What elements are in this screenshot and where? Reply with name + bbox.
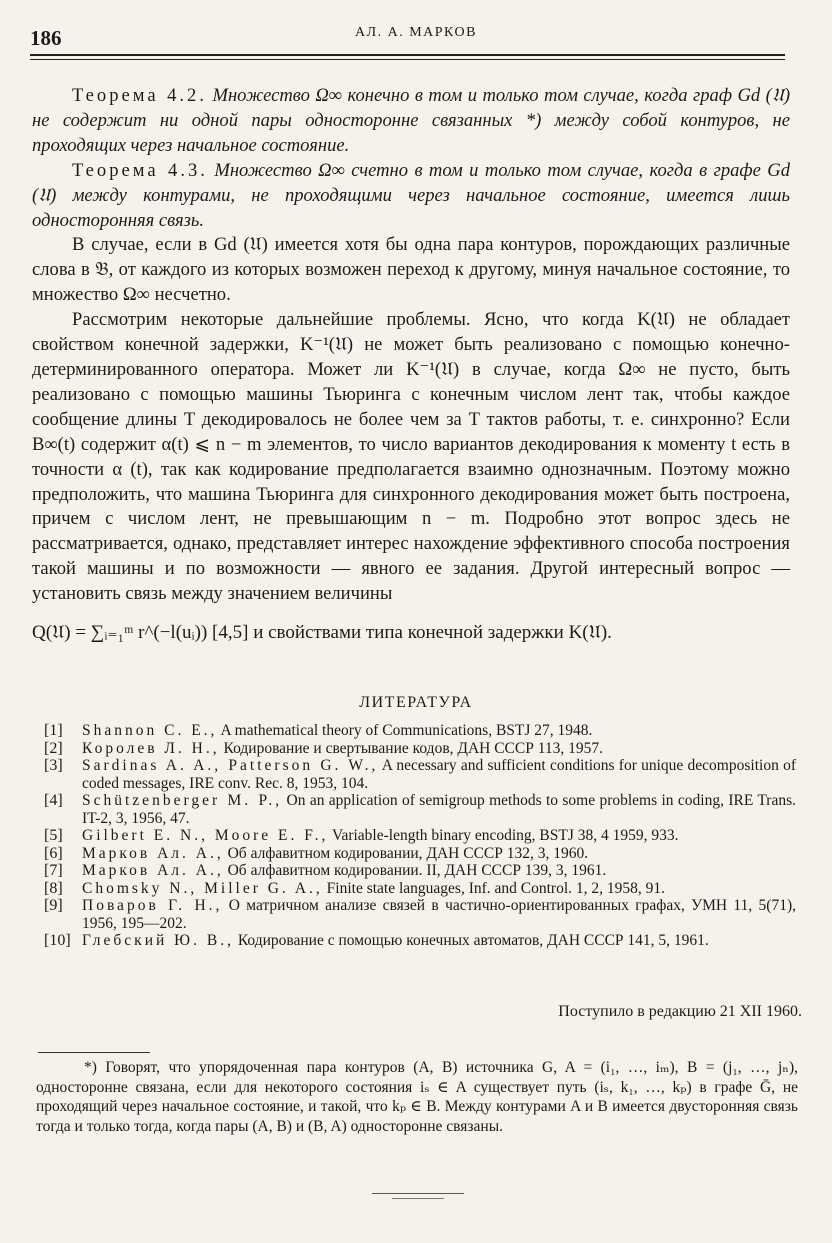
- reference-author: Поваров Г. Н.,: [82, 897, 223, 914]
- reference-author: Schützenberger M. P.,: [82, 792, 283, 809]
- reference-number: [7]: [44, 862, 63, 879]
- paragraph: В случае, если в Gd (𝔘) имеется хотя бы одна пара контуров, порождающих различные слова в 𝔅, от каждого из которых возможен переход к другому, минуя начальное состояние, то множество Ω∞ несчетно.: [32, 234, 790, 306]
- paragraph: Рассмотрим некоторые дальнейшие проблемы. Ясно, что когда K(𝔘) не обладает свойством конечной задержки, K⁻¹(𝔘) не может быть реализовано с помощью конечно-детерминированного оператора. Может ли K⁻¹(𝔘) в случае, когда Ω∞ не пусто, быть реализовано с помощью машины Тьюринга с конечным числом лент так, чтобы каждое сообщение длины T декодировалось не более чем за T тактов работы, т. е. синхронно? Если B∞(t) содержит α(t) ⩽ n − m элементов, то число вариантов декодирования к моменту t есть в точности α (t), так как кодирование предполагается взаимно однозначным. Поэтому можно предположить, что машина Тьюринга для синхронного декодирования может быть построена, причем с числом лент, не превышающим n − m. Подробно этот вопрос здесь не рассматривается, однако, представляет интерес нахождение эффективного способа построения такой машины и по возможности — явного ее задания. Другой интересный вопрос — установить связь между значением величины: [32, 309, 790, 605]
- end-rule-short: [392, 1198, 444, 1199]
- reference-number: [6]: [44, 844, 63, 862]
- theorem-label: Теорема 4.2.: [72, 85, 207, 106]
- reference-text: [82, 757, 796, 792]
- header-rule: [30, 54, 785, 56]
- reference-title: A necessary and sufficient conditions for unique decomposition of coded messages, IRE conv. Rec. 8, 1953, 104.: [82, 757, 796, 792]
- reference-item: [44, 845, 796, 863]
- received-date: Поступило в редакцию 21 XII 1960.: [558, 1003, 802, 1020]
- reference-item: [44, 792, 796, 827]
- reference-text: [82, 880, 796, 898]
- reference-author: Марков Ал. А.,: [82, 844, 224, 862]
- reference-title: A mathematical theory of Communications, BSTJ 27, 1948.: [217, 722, 593, 739]
- end-rule: [372, 1193, 464, 1194]
- reference-author: Shannon C. E.,: [82, 722, 218, 739]
- reference-author: Chomsky N., Miller G. A.,: [82, 879, 323, 897]
- reference-item: [44, 897, 796, 932]
- reference-author: Gilbert E. N., Moore E. F.,: [82, 827, 329, 844]
- reference-title: Finite state languages, Inf. and Control. 1, 2, 1958, 91.: [322, 879, 666, 897]
- reference-text: [82, 740, 796, 758]
- reference-number: [1]: [44, 722, 63, 739]
- reference-title: Об алфавитном кодировании. II, ДАН СССР 139, 3, 1961.: [223, 862, 607, 879]
- theorem-statement: Множество Ω∞ конечно в том и только том случае, когда граф Gd (𝔘) не содержит ни одной пары односторонне связанных *) между собой контуров, не проходящих через начальное состояние.: [32, 85, 791, 156]
- reference-number: [9]: [44, 897, 63, 914]
- footnote: [36, 1058, 798, 1136]
- footnote-text: *) Говорят, что упорядоченная пара контуров (A, B) источника G, A = (i₁, …, iₘ), B = (j₁, …, jₙ), односторонне связана, если для некоторого состояния iₛ ∈ A существует путь (iₛ, k₁, …, kₚ) в графе Ḡ, не проходящий через начальное состояние, и такой, что kₚ ∈ B. Между контурами A и B имеется двусторонняя связь тогда и только тогда, когда пары (A, B) и (B, A) односторонне связаны.: [36, 1059, 798, 1135]
- reference-author: Королев Л. Н.,: [82, 739, 220, 757]
- reference-text: [82, 845, 796, 863]
- main-text: [32, 84, 790, 648]
- theorem-statement: Множество Ω∞ счетно в том и только том случае, когда в графе Gd (𝔘) между контурами, не проходящими через начальное состояние, имеется лишь односторонняя связь.: [32, 159, 790, 231]
- reference-number: [5]: [44, 827, 63, 844]
- reference-text: [82, 897, 796, 932]
- reference-text: [82, 932, 796, 950]
- reference-item: [44, 880, 796, 898]
- reference-text: [82, 862, 796, 880]
- reference-item: [44, 932, 796, 950]
- reference-title: On an application of semigroup methods to some problems in coding, IRE Trans. IT-2, 3, 1956, 47.: [82, 792, 796, 827]
- references-list: [44, 722, 796, 950]
- reference-author: Глебский Ю. В.,: [82, 932, 234, 949]
- reference-number: [3]: [44, 757, 63, 774]
- reference-author: Марков Ал. А.,: [82, 862, 224, 879]
- reference-text: [82, 792, 796, 827]
- theorem-label: Теорема 4.3.: [72, 159, 208, 181]
- reference-title: Variable-length binary encoding, BSTJ 38, 4 1959, 933.: [328, 827, 679, 844]
- reference-title: О матричном анализе связей в частично-ориентированных графах, УМН 11, 5(71), 1956, 195—202.: [82, 897, 796, 932]
- header-rule-thin: [30, 59, 785, 60]
- reference-number: [2]: [44, 739, 63, 757]
- reference-title: Кодирование с помощью конечных автоматов, ДАН СССР 141, 5, 1961.: [233, 932, 709, 949]
- reference-item: [44, 740, 796, 758]
- formula-line: Q(𝔘) = ∑ᵢ₌₁ᵐ r^(−l(uᵢ)) [4,5] и свойствами типа конечной задержки K(𝔘).: [32, 622, 612, 644]
- reference-author: Sardinas A. A., Patterson G. W.,: [82, 757, 379, 774]
- references-heading: ЛИТЕРАТУРА: [359, 694, 473, 711]
- reference-number: [4]: [44, 792, 63, 809]
- reference-item: [44, 757, 796, 792]
- theorem-4-3: [32, 159, 790, 234]
- reference-text: [82, 722, 796, 740]
- footnote-rule: [38, 1052, 150, 1053]
- reference-text: [82, 827, 796, 845]
- reference-item: [44, 722, 796, 740]
- reference-title: Об алфавитном кодировании, ДАН СССР 132, 3, 1960.: [223, 844, 589, 862]
- reference-title: Кодирование и свертывание кодов, ДАН СССР 113, 1957.: [219, 739, 604, 757]
- theorem-4-2: [32, 84, 790, 159]
- page-number: 186: [30, 26, 62, 50]
- reference-item: [44, 827, 796, 845]
- reference-number: [8]: [44, 879, 63, 897]
- reference-number: [10]: [44, 932, 71, 949]
- running-title: АЛ. А. МАРКОВ: [355, 25, 477, 40]
- reference-item: [44, 862, 796, 880]
